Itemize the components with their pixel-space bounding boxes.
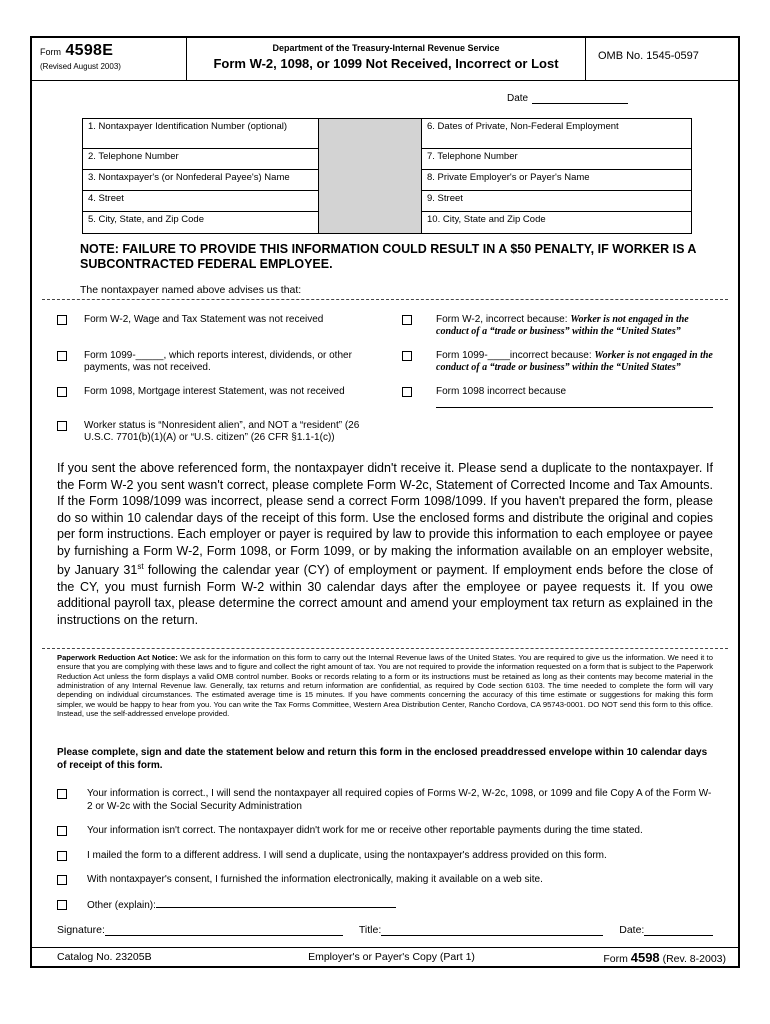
other-explain-line[interactable] <box>156 899 396 908</box>
closing-statement-info-incorrect: Your information isn't correct. The nontaxpayer didn't work for me or receive other reportable payments during the time stated. <box>87 825 643 837</box>
date-signed-input-line[interactable] <box>644 924 713 936</box>
signature-section <box>57 924 713 936</box>
form-revision: (Revised August 2003) <box>40 62 121 71</box>
dashed-separator <box>42 648 728 649</box>
advisory-text: The nontaxpayer named above advises us that: <box>80 284 302 296</box>
footer-form-word: Form <box>603 952 628 965</box>
employer-column <box>422 119 691 233</box>
field-box-9[interactable]: 9. Street <box>422 191 691 212</box>
dashed-separator <box>42 299 728 300</box>
paperwork-reduction-notice <box>57 653 713 718</box>
checkbox-w2-not-received[interactable] <box>57 315 67 325</box>
field-box-8[interactable]: 8. Private Employer's or Payer's Name <box>422 170 691 191</box>
instructions-text-rest: following the calendar year (CY) of employment or payment. If employment ends before the close of the CY, you must furnish Form W-2 within 30 calendar days after the employee or payee requests it. If you owe additional payroll tax, please determine the correct amount and amend your employment tax return as explained in the instructions on the return. <box>57 563 713 627</box>
catalog-number: Catalog No. 23205B <box>57 951 152 963</box>
field-box-7[interactable]: 7. Telephone Number <box>422 149 691 170</box>
form-number: 4598E <box>65 42 114 59</box>
checkbox-1098-not-received[interactable] <box>57 387 67 397</box>
statement-1099-incorrect-reason: Worker is not engaged in the conduct of a “trade or business” within the “United States” <box>436 350 713 373</box>
title-input-line[interactable] <box>381 924 603 936</box>
ordinal-superscript: st <box>137 562 144 571</box>
form-title-block <box>187 38 586 80</box>
statement-1099-not-received: Form 1099-_____, which reports interest, dividends, or other payments, was not received. <box>84 350 352 373</box>
advisory-checkboxes <box>57 314 713 444</box>
paperwork-notice-body: We ask for the information on this form to carry out the Internal Revenue laws of the United States. You are required to give us the information. We need it to ensure that you are complying with these laws and to figure and collect the right amount of tax. You are not required to provide the information requested on a form that is subject to the Paperwork Reduction Act unless the form displays a valid OMB control number. Books or records relating to a form or its instructions must be retained as long as their contents may become material in the administration of any Internal Revenue law. Generally, tax returns and return information are confidential, as required by Code section 6103. The time needed to complete the form will vary depending on individual circumstances. The estimated average time is 15 minutes. If you have comments concerning the accuracy of this time estimate or suggestions for making this form simpler, we would be happy to hear from you. You can write the Tax Forms Committee, Western Area Distribution Center, Rancho Cordova, CA 95743-0001. DO NOT send this form to this office. Instead, use the self-addressed envelope provided. <box>57 653 713 718</box>
field-box-1[interactable]: 1. Nontaxpayer Identification Number (optional) <box>83 119 318 149</box>
paperwork-notice-title: Paperwork Reduction Act Notice: <box>57 653 178 663</box>
footer-form-num: 4598 <box>630 949 660 965</box>
closing-statement-furnished-electronically: With nontaxpayer's consent, I furnished the information electronically, making it available on a web site. <box>87 874 543 886</box>
other-explain-label: Other (explain): <box>87 899 156 911</box>
field-box-10[interactable]: 10. City, State and Zip Code <box>427 214 546 225</box>
date-field <box>507 91 738 104</box>
statement-1098-not-received: Form 1098, Mortgage interest Statement, was not received <box>84 386 345 397</box>
statement-1098-incorrect-label: Form 1098 incorrect because <box>436 386 567 397</box>
form-word: Form <box>40 47 61 57</box>
field-box-6[interactable]: 6. Dates of Private, Non-Federal Employment <box>422 119 691 149</box>
field-box-5[interactable]: 5. City, State, and Zip Code <box>88 214 204 225</box>
instructions-paragraph <box>57 460 713 628</box>
date-line[interactable] <box>532 93 628 104</box>
identification-table <box>82 118 692 234</box>
statement-1099-incorrect <box>436 350 713 374</box>
department-line: Department of the Treasury-Internal Revenue Service <box>272 43 500 53</box>
checkbox-info-incorrect[interactable] <box>57 826 67 836</box>
statement-w2-incorrect-reason: Worker is not engaged in the conduct of a “trade or business” within the “United States” <box>436 314 689 337</box>
nontaxpayer-column <box>83 119 318 233</box>
field-box-3[interactable]: 3. Nontaxpayer's (or Nonfederal Payee's) Name <box>83 170 318 191</box>
form-header <box>32 38 738 81</box>
closing-checkboxes <box>57 788 713 912</box>
checkbox-furnished-electronically[interactable] <box>57 875 67 885</box>
penalty-note: NOTE: FAILURE TO PROVIDE THIS INFORMATION COULD RESULT IN A $50 PENALTY, IF WORKER IS A SUBCONTRACTED FEDERAL EMPLOYEE. <box>80 242 696 271</box>
checkbox-worker-status[interactable] <box>57 421 67 431</box>
checkbox-1098-incorrect[interactable] <box>402 387 412 397</box>
checkbox-other-explain[interactable] <box>57 900 67 910</box>
statement-w2-incorrect-label: Form W-2, incorrect because: <box>436 314 571 325</box>
return-instruction: Please complete, sign and date the statement below and return this form in the enclosed preaddressed envelope within 10 calendar days of receipt of this form. <box>57 747 708 772</box>
statement-w2-incorrect <box>436 314 713 338</box>
checkbox-info-correct[interactable] <box>57 789 67 799</box>
omb-number: OMB No. 1545-0597 <box>598 50 699 62</box>
signature-input-line[interactable] <box>105 924 343 936</box>
date-label: Date <box>507 93 529 104</box>
closing-statement-info-correct: Your information is correct., I will send the nontaxpayer all required copies of Forms W-2, W-2c, 1098, or 1099 and file Copy A of the Form W-2 or W-2c with the Social Security Administration <box>87 788 712 812</box>
closing-statement-other <box>87 899 713 913</box>
form-4598e-page <box>30 36 740 968</box>
checkbox-mailed-different-address[interactable] <box>57 851 67 861</box>
form-footer <box>32 947 738 966</box>
checkbox-1099-incorrect[interactable] <box>402 351 412 361</box>
instructions-text-main: If you sent the above referenced form, the nontaxpayer didn't receive it. Please send a duplicate to the nontaxpayer. If the Form W-2 you sent wasn't correct, please complete Form W-2c, Statement of Corrected Income and Tax Amounts. If the Form 1098/1099 was incorrect, please send a correct Form 1098/1099. If you haven't prepared the form, please do so within 10 calendar days of the receipt of this form. Use the enclosed forms and distribute the original and copies per form instructions. Each employer or payer is required by law to provide this information to each employee or payee by furnishing a Form W-2, Form 1098, or Form 1099, or by making the information available on an employer website, by January 31 <box>57 461 713 578</box>
f1098-reason-line[interactable] <box>436 407 713 408</box>
title-label: Title: <box>358 924 382 936</box>
signature-label: Signature: <box>57 924 105 936</box>
field-box-4[interactable]: 4. Street <box>83 191 318 212</box>
checkbox-w2-incorrect[interactable] <box>402 315 412 325</box>
shaded-spacer <box>318 119 422 233</box>
footer-form-revision: (Rev. 8-2003) <box>662 952 726 965</box>
form-number-block <box>32 38 187 80</box>
checkbox-1099-not-received[interactable] <box>57 351 67 361</box>
form-footer-number <box>516 950 726 965</box>
copy-designation: Employer's or Payer's Copy (Part 1) <box>308 951 475 963</box>
field-box-2[interactable]: 2. Telephone Number <box>83 149 318 170</box>
page-title: Form W-2, 1098, or 1099 Not Received, Incorrect or Lost <box>213 56 559 71</box>
statement-w2-not-received: Form W-2, Wage and Tax Statement was not received <box>84 314 324 325</box>
date-signed-label: Date: <box>619 924 645 936</box>
statement-1099-incorrect-label: Form 1099-____incorrect because: <box>436 350 595 361</box>
statement-1098-incorrect <box>436 386 713 408</box>
statement-worker-status: Worker status is “Nonresident alien”, and NOT a “resident” (26 U.S.C. 7701(b)(1)(A) or “U.S. citizen” (26 CFR §1.1-1(c)) <box>84 420 360 443</box>
closing-statement-mailed-different-address: I mailed the form to a different address. I will send a duplicate, using the nontaxpayer's address provided on this form. <box>87 849 607 861</box>
